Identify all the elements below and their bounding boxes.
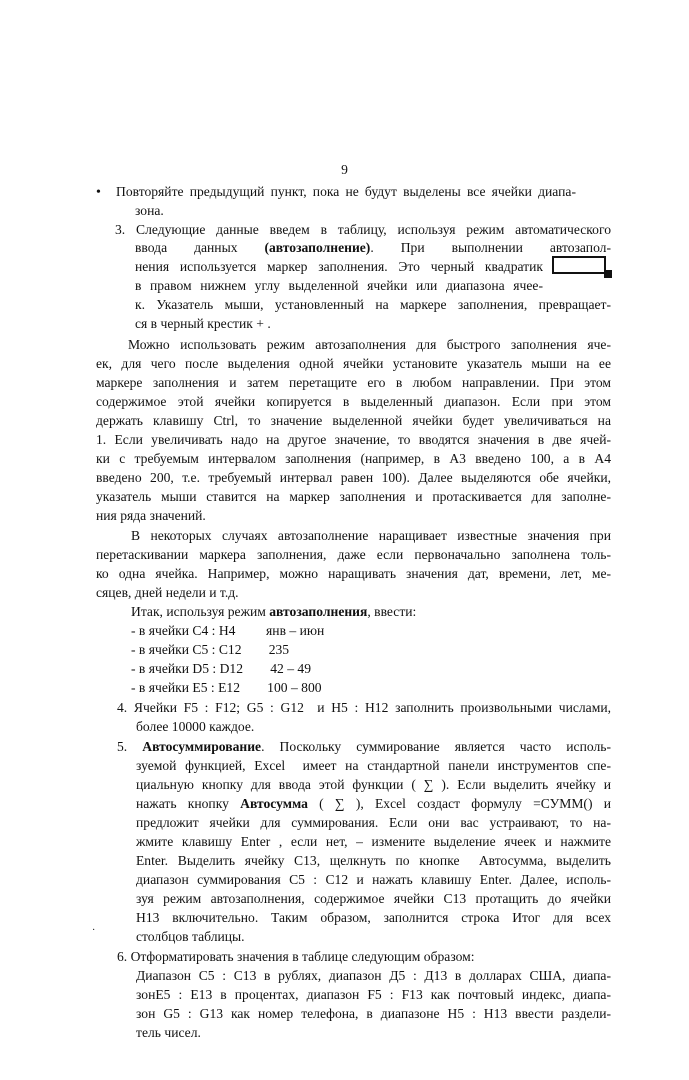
text-run: 5. [117,739,143,754]
text-line [128,336,611,354]
text-line [96,584,239,602]
text-line [136,967,611,985]
fill-handle-square [604,270,612,278]
text-line [136,718,254,736]
margin-dot: · [92,925,96,936]
text-run: нения используется маркер заполнения. Это черный квадратик [135,259,543,274]
text-line [131,622,324,640]
text-run: зуемой функцией, Excel имеет на стандартной панели инструментов спе- [136,758,611,773]
text-line [131,527,611,545]
text-line [96,355,611,373]
text-run: к. Указатель мыши, установленный на маркере заполнения, превращает- [135,297,611,312]
text-run: ( ∑ ), Excel создаст формулу =СУММ() и [307,796,611,811]
bold-term: (автозаполнение) [264,240,371,255]
bold-term: Автосуммирование [142,739,262,754]
text-run: держать клавишу Ctrl, то значение выделенной ячейки будет увеличиваться на [96,413,611,428]
text-run: диапазон суммирования С5 : С12 и нажать клавишу Enter. Далее, исполь- [136,872,611,887]
bullet-icon: • [96,185,101,200]
text-line [136,909,611,927]
text-run: ввода данных [135,240,265,255]
text-run: ко одна ячейка. Например, можно наращивать значения дат, времени, лет, ме- [96,566,611,581]
text-line [96,488,611,506]
text-line [131,641,289,659]
text-run: введено 200, т.е. требуемый интервал равен 100). Далее выделяются обе ячейки, [96,470,611,485]
text-line [135,296,611,314]
text-run: 1. Если увеличивать надо на другое значение, то вводятся значения в две ячей- [96,432,611,447]
text-line [136,833,611,851]
text-line [135,239,611,257]
text-run: Н13 включительно. Таким образом, заполнится строка Итог для всех [136,910,611,925]
fill-handle-icon [552,256,606,274]
text-run: зуя режим автозаполнения, содержимое ячейки С13 протащить до ячейки [136,891,611,906]
text-run: . При выполнении автозапол- [370,240,611,255]
text-run: нажать кнопку [136,796,241,811]
text-run: перетаскивании маркера заполнения, даже если первоначально заполнена толь- [96,547,611,562]
text-line [96,546,611,564]
text-line [96,507,206,525]
text-run: Диапазон С5 : С13 в рублях, диапазон Д5 : Д13 в долларах США, диапа- [136,968,611,983]
text-line [131,603,416,621]
text-line [135,258,543,276]
text-run: Можно использовать режим автозаполнения для быстрого заполнения яче- [128,337,611,352]
text-run: зона. [135,203,164,218]
text-run: Итак, используя режим [131,604,270,619]
text-line [136,757,611,775]
text-line [136,871,611,889]
text-run: сяцев, дней недели и т.д. [96,585,239,600]
text-line [136,1024,201,1042]
text-line [117,738,611,756]
text-line [117,948,475,966]
text-run: - в ячейки Е5 : Е12 100 – 800 [131,680,322,695]
bold-term: автозаполнения [269,604,368,619]
text-run: - в ячейки D5 : D12 42 – 49 [131,661,311,676]
text-line [117,699,611,717]
text-run: . Поскольку суммирование является часто исполь- [261,739,611,754]
text-line [136,776,611,794]
text-line [136,928,245,946]
text-run: , ввести: [367,604,417,619]
text-line [136,795,611,813]
text-line [96,565,611,583]
text-line [115,221,611,239]
text-line [136,1005,611,1023]
bold-term: Автосумма [240,796,308,811]
text-line [136,986,611,1004]
text-line [96,374,611,392]
text-line [136,852,611,870]
text-run: зон G5 : G13 как номер телефона, в диапазоне Н5 : Н13 ввести раздели- [136,1006,611,1021]
text-run: Повторяйте предыдущий пункт, пока не будут выделены все ячейки диапа- [116,184,576,199]
text-run: маркере заполнения и затем перетащите его в любом направлении. При этом [96,375,611,390]
text-run: 4. Ячейки F5 : F12; G5 : G12 и Н5 : Н12 заполнить произвольными числами, [117,700,611,715]
text-line [135,277,543,295]
text-line [136,890,611,908]
text-run: ся в черный крестик + . [135,316,271,331]
text-run: указатель мыши ставится на маркер заполнения и протаскивается для заполне- [96,489,611,504]
text-run: 6. Отформатировать значения в таблице следующим образом: [117,949,475,964]
text-run: столбцов таблицы. [136,929,245,944]
page-number: 9 [341,162,348,177]
text-run: 3. Следующие данные введем в таблицу, используя режим автоматического [115,222,611,237]
text-line [96,469,611,487]
text-line [96,393,611,411]
text-line [116,183,576,201]
text-run: В некоторых случаях автозаполнение наращивает известные значения при [131,528,611,543]
text-line [135,202,164,220]
text-run: предложит ячейки для суммирования. Если они вас устраивают, то на- [136,815,611,830]
text-line [96,431,611,449]
text-run: ек, для чего после выделения одной ячейки установите указатель мыши на ее [96,356,611,371]
text-run: в правом нижнем углу выделенной ячейки или диапазона ячее- [135,278,543,293]
text-run: жмите клавишу Enter , если нет, – измените выделение ячеек и нажмите [136,834,611,849]
text-run: тель чисел. [136,1025,201,1040]
text-line [131,660,311,678]
text-line [131,679,322,697]
text-run: более 10000 каждое. [136,719,255,734]
text-line [96,450,611,468]
text-run: зонЕ5 : Е13 в процентах, диапазон F5 : F13 как почтовый индекс, диапа- [136,987,611,1002]
text-run: - в ячейки С4 : Н4 янв – июн [131,623,325,638]
text-run: ния ряда значений. [96,508,206,523]
text-run: ки с требуемым интервалом заполнения (например, в А3 введено 100, а в А4 [96,451,611,466]
text-line [136,814,611,832]
text-run: Enter. Выделить ячейку С13, щелкнуть по кнопке Автосумма, выделить [136,853,611,868]
text-run: содержимое этой ячейки копируется в выделенный диапазон. Если при этом [96,394,611,409]
text-line [96,412,611,430]
text-run: - в ячейки С5 : С12 235 [131,642,290,657]
text-run: циальную кнопку для ввода этой функции ( ∑ ). Если выделить ячейку и [136,777,611,792]
text-line [135,315,271,333]
